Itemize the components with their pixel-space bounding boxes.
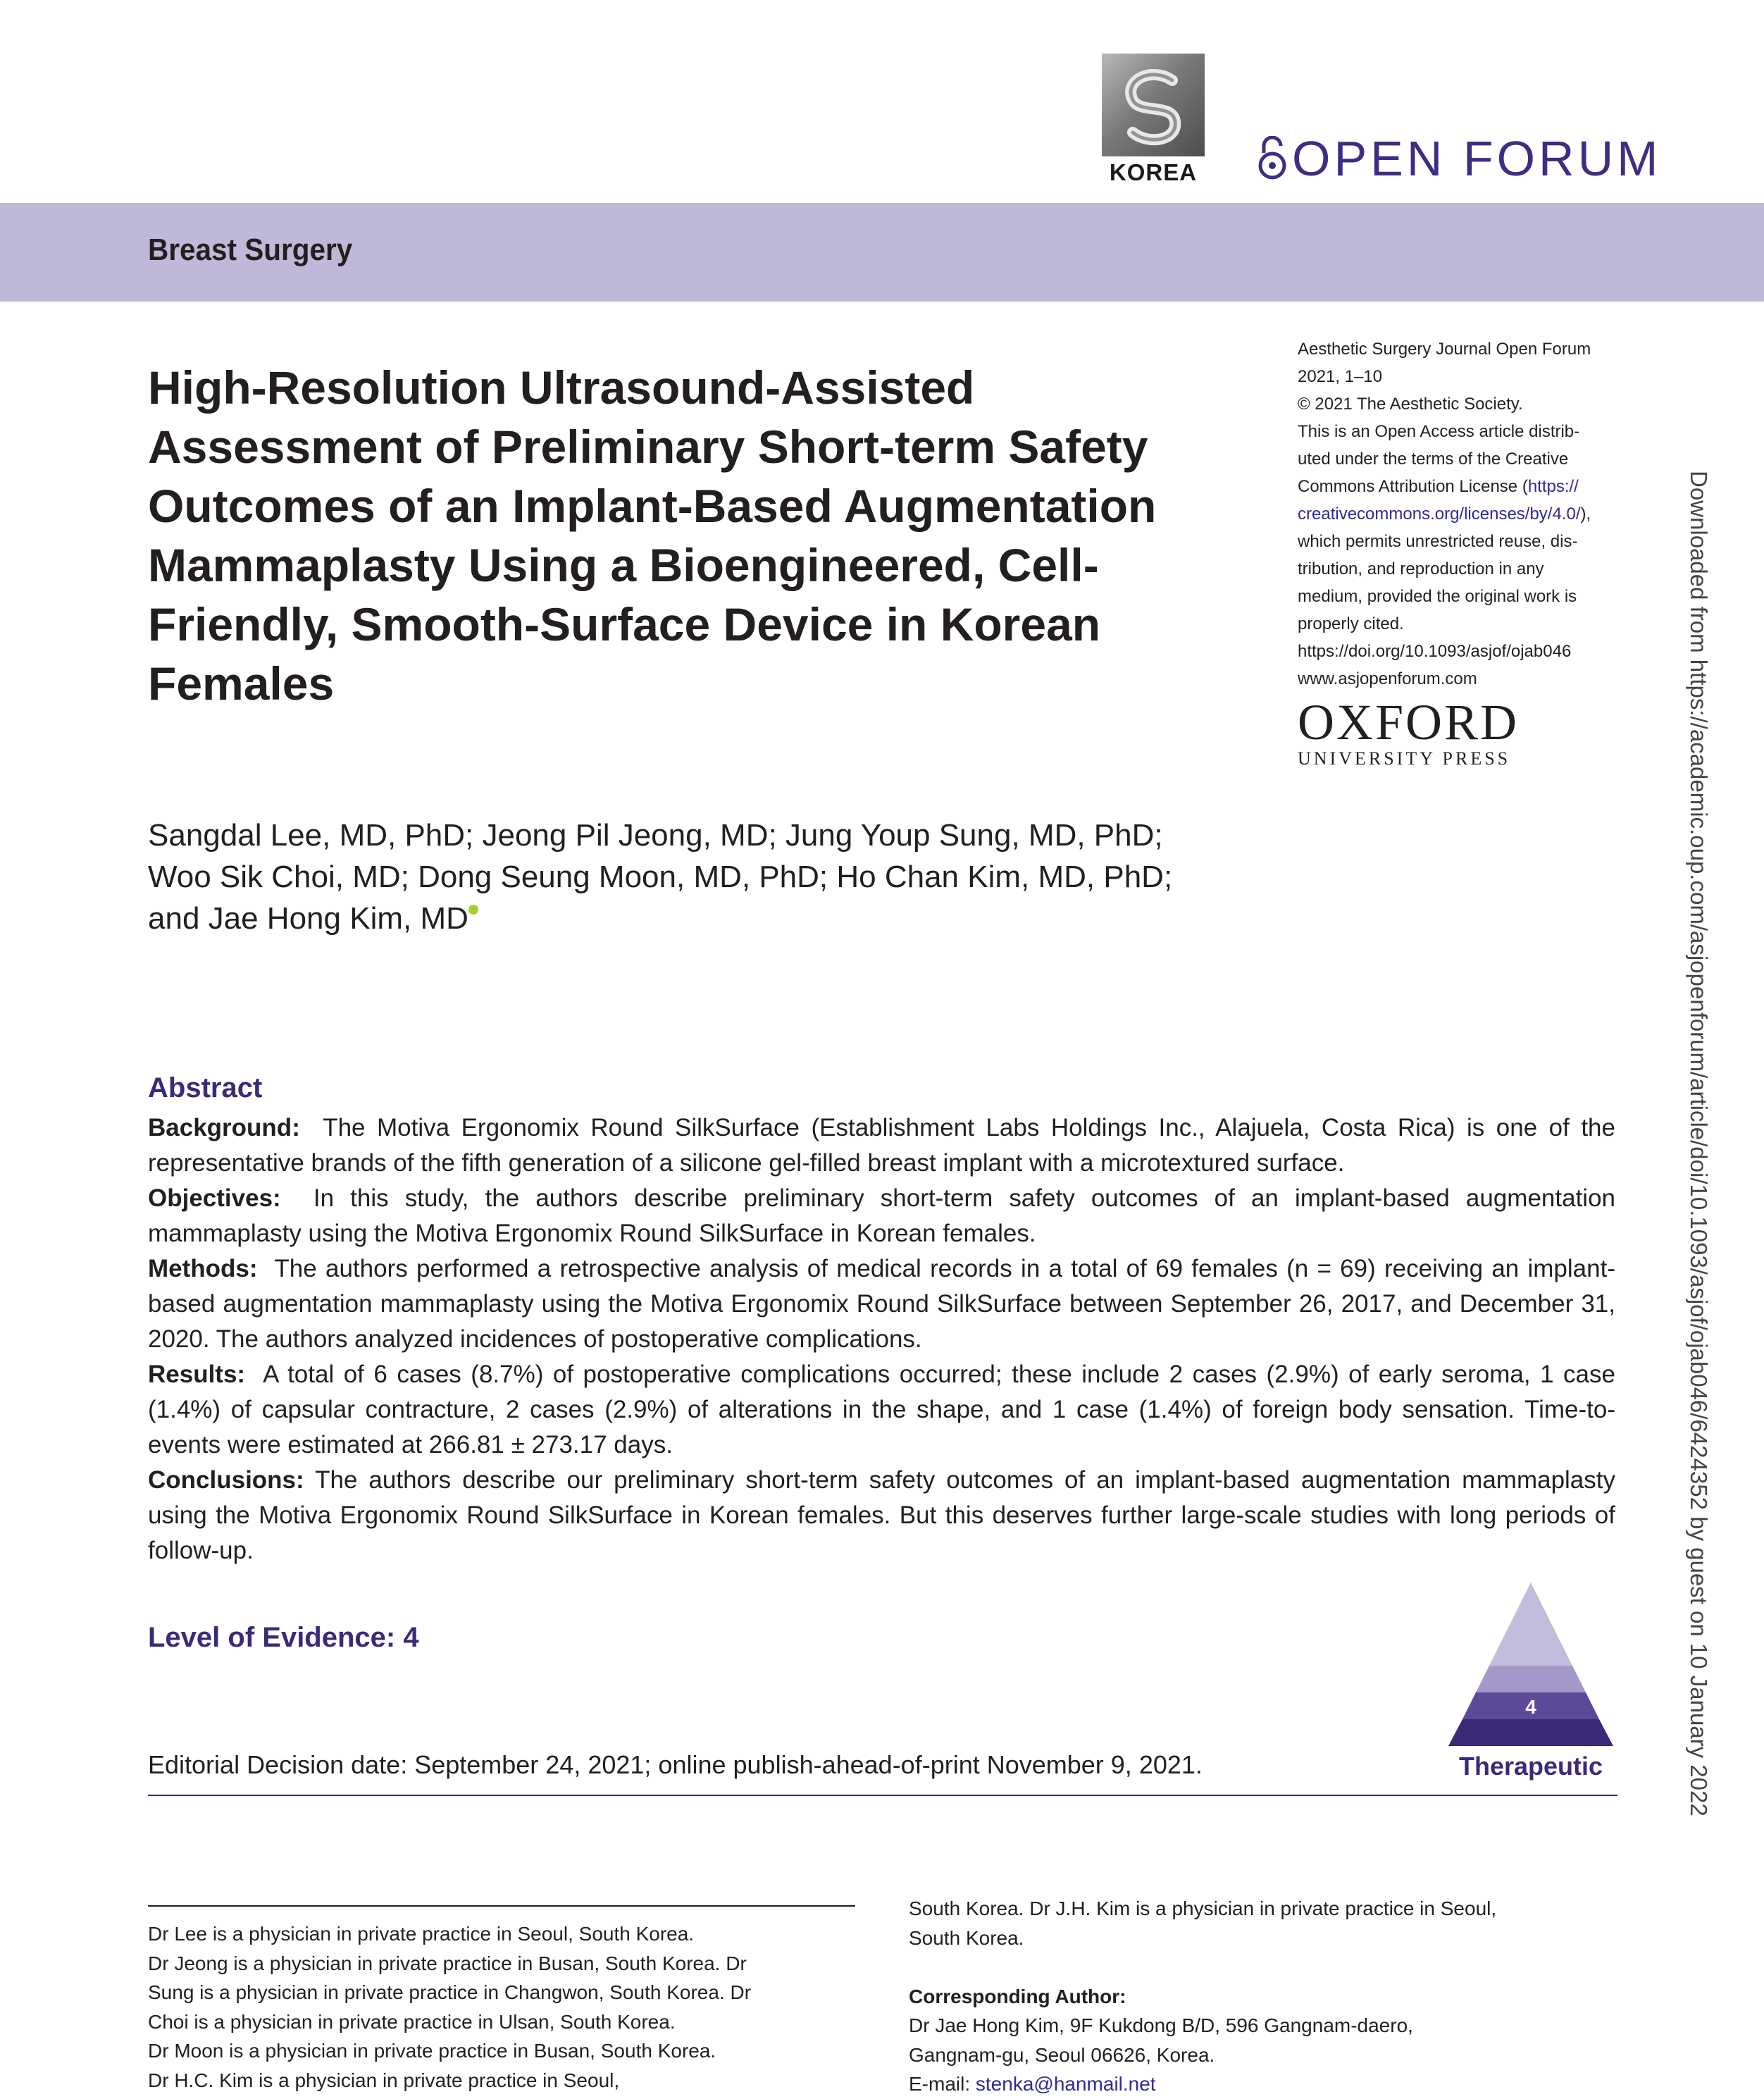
abstract-text: The Motiva Ergonomix Round SilkSurface (Establishment Labs Holdings Inc., Alajuela, Costa Rica) is one of the representative brands of the fifth generation of a silicone gel-filled breast implant with a microtextured surface. xyxy=(148,1114,1615,1177)
abstract-label: Methods: xyxy=(148,1255,258,1282)
license-link[interactable]: https:// xyxy=(1527,477,1579,496)
abstract-conclusions xyxy=(148,1463,1615,1568)
affiliation-line: Sung is a physician in private practice in Changwon, South Korea. Dr xyxy=(148,1981,752,2003)
abstract-text: A total of 6 cases (8.7%) of postoperative complications occurred; these include 2 cases (2.9%) of early seroma, 1 case (1.4%) of capsular contracture, 2 cases (2.9%) of alterations in the shape, and 1 case (1.4%) of foreign body sensation. Time-to-events were estimated at 266.81 ± 273.17 days. xyxy=(148,1361,1615,1459)
abstract-label: Objectives: xyxy=(148,1184,281,1212)
spacer xyxy=(909,1952,1613,1982)
affiliation-line: Dr Moon is a physician in private practice in Busan, South Korea. xyxy=(148,2040,716,2062)
footnote-divider xyxy=(148,1905,855,1907)
abstract-text: In this study, the authors describe preliminary short-term safety outcomes of an implant-based augmentation mammaplasty using the Motiva Ergonomix Round SilkSurface in Korean females. xyxy=(148,1184,1616,1247)
abstract-background xyxy=(148,1110,1615,1181)
evidence-pyramid-icon xyxy=(1444,1583,1617,1750)
doi-link[interactable]: https://doi.org/10.1093/asjof/ojab046 xyxy=(1298,642,1572,661)
license-line xyxy=(1298,500,1622,528)
affiliation-line: Dr Jeong is a physician in private practice in Busan, South Korea. Dr xyxy=(148,1952,747,1974)
editorial-decision: Editorial Decision date: September 24, 2021; online publish-ahead-of-print November 9, 2021. xyxy=(148,1750,1203,1779)
journal-info-line: uted under the terms of the Creative xyxy=(1298,450,1569,469)
journal-info-line: This is an Open Access article distrib- xyxy=(1298,422,1580,441)
download-note: Downloaded from https://academic.oup.com/asjopenforum/article/doi/10.1093/asjof/ojab046/6424352 by guest on 10 January 2022 xyxy=(1686,471,1712,1816)
orcid-icon[interactable] xyxy=(468,905,478,915)
oxford-logo-line1: OXFORD xyxy=(1298,694,1520,750)
affiliation-line: Choi is a physician in private practice in Ulsan, South Korea. xyxy=(148,2010,676,2033)
affiliation-line: South Korea. Dr J.H. Kim is a physician in private practice in Seoul, xyxy=(909,1897,1497,1919)
corresponding-author-label: Corresponding Author: xyxy=(909,1985,1126,2007)
license-text: ), xyxy=(1580,504,1591,524)
journal-info-line: Aesthetic Surgery Journal Open Forum xyxy=(1298,340,1591,359)
journal-info-line: © 2021 The Aesthetic Society. xyxy=(1298,395,1523,414)
journal-info-line: which permits unrestricted reuse, dis- xyxy=(1298,532,1578,551)
level-of-evidence: Level of Evidence: 4 xyxy=(148,1622,419,1653)
affiliation-line: South Korea. xyxy=(909,1926,1024,1949)
abstract-label: Conclusions: xyxy=(148,1466,304,1494)
abstract-label: Results: xyxy=(148,1361,246,1388)
corresponding-address: Gangnam-gu, Seoul 06626, Korea. xyxy=(909,2043,1215,2066)
author-list xyxy=(148,815,1346,939)
pyramid-caption: Therapeutic xyxy=(1458,1752,1603,1781)
abstract-text: The authors performed a retrospective analysis of medical records in a total of 69 females (n = 69) receiving an implant-based augmentation mammaplasty using the Motiva Ergonomix Round SilkSurface between September 26, 2017, and December 31, 2020. The authors analyzed incidences of postoperative complications. xyxy=(148,1255,1615,1353)
journal-info-line: properly cited. xyxy=(1298,614,1404,633)
email-link[interactable]: stenka@hanmail.net xyxy=(975,2073,1156,2095)
journal-info xyxy=(1298,335,1622,693)
pyramid-level-number: 4 xyxy=(1525,1696,1536,1718)
abstract-results xyxy=(148,1357,1615,1463)
email-label: E-mail: xyxy=(909,2073,976,2095)
abstract-body xyxy=(148,1110,1615,1568)
open-access-lock-icon xyxy=(1258,136,1286,181)
journal-info-line: tribution, and reproduction in any xyxy=(1298,559,1544,578)
pyramid-tier xyxy=(1503,1583,1559,1639)
open-forum-logo xyxy=(1258,130,1661,187)
journal-info-line: medium, provided the original work is xyxy=(1298,587,1577,606)
affiliations-continued xyxy=(909,1894,1613,2099)
open-forum-label: OPEN FORUM xyxy=(1292,131,1662,186)
korea-emblem-icon xyxy=(1102,54,1205,156)
license-line xyxy=(1298,473,1622,500)
pyramid-tier-highlight xyxy=(1448,1719,1613,1746)
oxford-logo-line2: UNIVERSITY PRESS xyxy=(1298,748,1511,769)
abstract-methods xyxy=(148,1251,1615,1357)
author-line: Woo Sik Choi, MD; Dong Seung Moon, MD, PhD; Ho Chan Kim, MD, PhD; xyxy=(148,860,1173,894)
author-line-text: and Jae Hong Kim, MD xyxy=(148,901,468,936)
journal-website-link[interactable]: www.asjopenforum.com xyxy=(1298,669,1477,688)
license-link[interactable]: creativecommons.org/licenses/by/4.0/ xyxy=(1298,504,1581,524)
pyramid-tier xyxy=(1476,1666,1586,1692)
pyramid-tier xyxy=(1489,1639,1572,1666)
license-text: Commons Attribution License ( xyxy=(1298,477,1528,496)
abstract-heading: Abstract xyxy=(148,1072,263,1103)
abstract-label: Background: xyxy=(148,1114,300,1141)
affiliations xyxy=(148,1919,852,2095)
korea-logo-label: KOREA xyxy=(1109,159,1198,185)
korea-society-logo xyxy=(1102,54,1205,185)
abstract-objectives xyxy=(148,1181,1615,1251)
divider xyxy=(148,1795,1617,1796)
article-title: High-Resolution Ultrasound-Assisted Assessment of Preliminary Short-term Safety Outcomes of an Implant-Based Augmentation Mammaplasty Using a Bioengineered, Cell-Friendly, Smooth-Surface Device in Korean Females xyxy=(148,361,1157,710)
corresponding-address: Dr Jae Hong Kim, 9F Kukdong B/D, 596 Gangnam-daero, xyxy=(909,2014,1413,2036)
affiliation-line: Dr Lee is a physician in private practice in Seoul, South Korea. xyxy=(148,1923,695,1945)
oxford-logo xyxy=(1298,696,1537,769)
affiliation-line: Dr H.C. Kim is a physician in private practice in Seoul, xyxy=(148,2069,620,2091)
abstract-text: The authors describe our preliminary short-term safety outcomes of an implant-based augmentation mammaplasty using the Motiva Ergonomix Round SilkSurface in Korean females. But this deserves further large-scale studies with long periods of follow-up. xyxy=(148,1466,1615,1564)
author-line: Sangdal Lee, MD, PhD; Jeong Pil Jeong, MD; Jung Youp Sung, MD, PhD; xyxy=(148,818,1163,853)
section-label: Breast Surgery xyxy=(148,233,353,267)
journal-info-line: 2021, 1–10 xyxy=(1298,367,1383,386)
author-line xyxy=(148,898,1346,939)
corresponding-email-line xyxy=(909,2069,1613,2099)
